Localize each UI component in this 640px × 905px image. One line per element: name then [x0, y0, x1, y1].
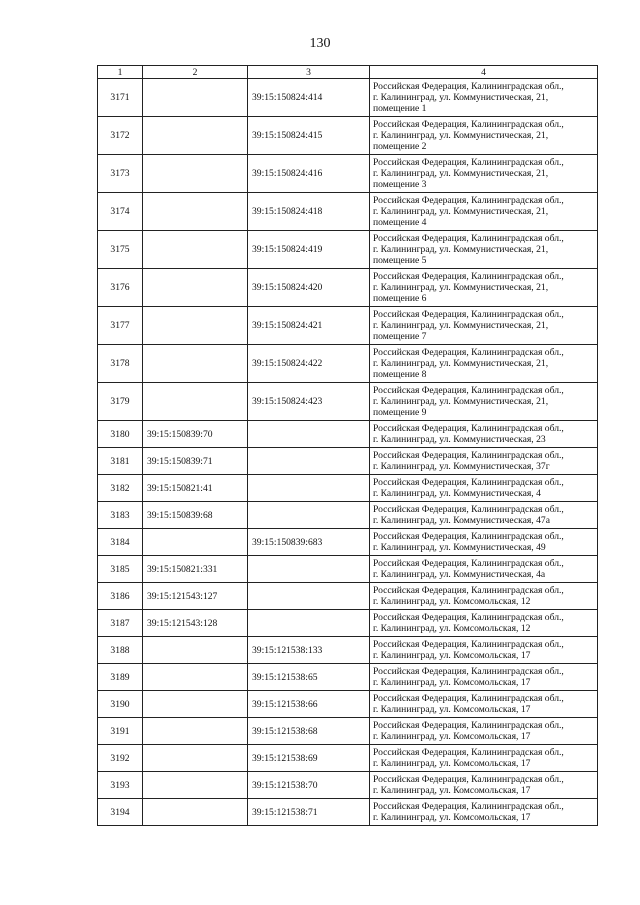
row-number-cell: 3189 — [98, 664, 143, 691]
address-cell — [370, 231, 598, 269]
table-row — [98, 799, 598, 826]
address-line: Российская Федерация, Калининградская обл., — [373, 423, 564, 434]
table-row — [98, 155, 598, 193]
address-line: помещение 3 — [373, 179, 427, 190]
address-line: Российская Федерация, Калининградская обл., — [373, 195, 564, 206]
building-cadastral-cell: 39:15:150824:419 — [248, 231, 370, 269]
row-number-cell: 3182 — [98, 475, 143, 502]
cadastral-number-cell — [143, 529, 248, 556]
address-line: Российская Федерация, Калининградская обл., — [373, 385, 564, 396]
address-line: Российская Федерация, Калининградская обл., — [373, 347, 564, 358]
row-number-cell: 3178 — [98, 345, 143, 383]
table-row — [98, 502, 598, 529]
row-number-cell: 3193 — [98, 772, 143, 799]
address-line: г. Калининград, ул. Коммунистическая, 21, — [373, 130, 549, 141]
cadastral-number-cell — [143, 664, 248, 691]
building-cadastral-cell: 39:15:150824:416 — [248, 155, 370, 193]
row-number-cell: 3192 — [98, 745, 143, 772]
cadastral-number-cell — [143, 691, 248, 718]
building-cadastral-cell: 39:15:121538:70 — [248, 772, 370, 799]
building-cadastral-cell: 39:15:121538:66 — [248, 691, 370, 718]
building-cadastral-cell: 39:15:150824:415 — [248, 117, 370, 155]
address-cell — [370, 637, 598, 664]
table-row — [98, 79, 598, 117]
address-line: г. Калининград, ул. Комсомольская, 17 — [373, 650, 531, 661]
table-row — [98, 529, 598, 556]
building-cadastral-cell — [248, 583, 370, 610]
table-row — [98, 193, 598, 231]
address-cell — [370, 193, 598, 231]
building-cadastral-cell: 39:15:121538:65 — [248, 664, 370, 691]
cadastral-number-cell — [143, 79, 248, 117]
building-cadastral-cell — [248, 421, 370, 448]
cadastral-number-cell — [143, 269, 248, 307]
address-line: Российская Федерация, Калининградская обл., — [373, 747, 564, 758]
address-line: Российская Федерация, Калининградская обл., — [373, 720, 564, 731]
building-cadastral-cell — [248, 448, 370, 475]
table-row — [98, 610, 598, 637]
address-line: г. Калининград, ул. Коммунистическая, 21, — [373, 358, 549, 369]
table-row — [98, 231, 598, 269]
address-line: Российская Федерация, Калининградская обл., — [373, 531, 564, 542]
building-cadastral-cell: 39:15:150824:414 — [248, 79, 370, 117]
row-number-cell: 3175 — [98, 231, 143, 269]
address-cell — [370, 502, 598, 529]
row-number-cell: 3171 — [98, 79, 143, 117]
cadastral-number-cell: 39:15:121543:128 — [143, 610, 248, 637]
column-header-2: 2 — [143, 66, 248, 79]
building-cadastral-cell: 39:15:150824:422 — [248, 345, 370, 383]
address-line: помещение 6 — [373, 293, 427, 304]
table-row — [98, 691, 598, 718]
cadastral-number-cell — [143, 745, 248, 772]
address-line: г. Калининград, ул. Коммунистическая, 4а — [373, 569, 546, 580]
address-line: Российская Федерация, Калининградская обл., — [373, 693, 564, 704]
address-line: г. Калининград, ул. Комсомольская, 17 — [373, 704, 531, 715]
row-number-cell: 3187 — [98, 610, 143, 637]
address-line: Российская Федерация, Калининградская обл., — [373, 157, 564, 168]
table-row — [98, 718, 598, 745]
address-line: Российская Федерация, Калининградская обл., — [373, 271, 564, 282]
cadastral-number-cell — [143, 117, 248, 155]
address-line: г. Калининград, ул. Коммунистическая, 21, — [373, 92, 549, 103]
cadastral-number-cell: 39:15:150839:70 — [143, 421, 248, 448]
row-number-cell: 3176 — [98, 269, 143, 307]
address-line: Российская Федерация, Калининградская обл., — [373, 774, 564, 785]
address-line: г. Калининград, ул. Коммунистическая, 4 — [373, 488, 541, 499]
address-line: г. Калининград, ул. Коммунистическая, 21, — [373, 396, 549, 407]
table-row — [98, 269, 598, 307]
table-row — [98, 345, 598, 383]
address-line: Российская Федерация, Калининградская обл., — [373, 558, 564, 569]
address-line: г. Калининград, ул. Коммунистическая, 23 — [373, 434, 546, 445]
address-line: г. Калининград, ул. Комсомольская, 17 — [373, 677, 531, 688]
address-line: помещение 7 — [373, 331, 427, 342]
cadastral-number-cell — [143, 155, 248, 193]
address-cell — [370, 155, 598, 193]
address-line: Российская Федерация, Калининградская обл., — [373, 666, 564, 677]
row-number-cell: 3172 — [98, 117, 143, 155]
row-number-cell: 3177 — [98, 307, 143, 345]
row-number-cell: 3174 — [98, 193, 143, 231]
address-cell — [370, 529, 598, 556]
table-row — [98, 772, 598, 799]
address-line: Российская Федерация, Калининградская обл., — [373, 450, 564, 461]
building-cadastral-cell: 39:15:121538:69 — [248, 745, 370, 772]
building-cadastral-cell: 39:15:121538:68 — [248, 718, 370, 745]
address-cell — [370, 448, 598, 475]
building-cadastral-cell: 39:15:150824:423 — [248, 383, 370, 421]
cadastral-number-cell — [143, 345, 248, 383]
address-line: Российская Федерация, Калининградская обл., — [373, 233, 564, 244]
building-cadastral-cell: 39:15:150839:683 — [248, 529, 370, 556]
building-cadastral-cell: 39:15:121538:133 — [248, 637, 370, 664]
table-row — [98, 637, 598, 664]
building-cadastral-cell — [248, 610, 370, 637]
table-row — [98, 117, 598, 155]
address-line: помещение 5 — [373, 255, 427, 266]
address-line: помещение 2 — [373, 141, 427, 152]
table-row — [98, 556, 598, 583]
address-cell — [370, 745, 598, 772]
address-cell — [370, 475, 598, 502]
address-cell — [370, 383, 598, 421]
row-number-cell: 3181 — [98, 448, 143, 475]
address-cell — [370, 718, 598, 745]
table-row — [98, 583, 598, 610]
cadastral-number-cell: 39:15:150839:71 — [143, 448, 248, 475]
cadastral-number-cell: 39:15:121543:127 — [143, 583, 248, 610]
address-cell — [370, 345, 598, 383]
address-line: г. Калининград, ул. Комсомольская, 17 — [373, 731, 531, 742]
address-cell — [370, 799, 598, 826]
address-line: г. Калининград, ул. Комсомольская, 12 — [373, 596, 531, 607]
cadastral-number-cell: 39:15:150821:41 — [143, 475, 248, 502]
address-line: помещение 8 — [373, 369, 427, 380]
address-line: г. Калининград, ул. Комсомольская, 17 — [373, 785, 531, 796]
row-number-cell: 3191 — [98, 718, 143, 745]
address-cell — [370, 307, 598, 345]
address-line: г. Калининград, ул. Коммунистическая, 21, — [373, 244, 549, 255]
row-number-cell: 3185 — [98, 556, 143, 583]
building-cadastral-cell: 39:15:150824:421 — [248, 307, 370, 345]
address-line: г. Калининград, ул. Коммунистическая, 21, — [373, 168, 549, 179]
address-line: Российская Федерация, Калининградская обл., — [373, 639, 564, 650]
cadastral-number-cell — [143, 193, 248, 231]
table-body — [98, 79, 598, 826]
cadastral-number-cell: 39:15:150821:331 — [143, 556, 248, 583]
table-row — [98, 383, 598, 421]
address-line: Российская Федерация, Калининградская обл., — [373, 309, 564, 320]
address-line: г. Калининград, ул. Коммунистическая, 21, — [373, 320, 549, 331]
address-cell — [370, 664, 598, 691]
building-cadastral-cell — [248, 475, 370, 502]
column-header-3: 3 — [248, 66, 370, 79]
address-line: помещение 1 — [373, 103, 427, 114]
cadastral-number-cell — [143, 383, 248, 421]
cadastral-number-cell — [143, 718, 248, 745]
address-line: г. Калининград, ул. Коммунистическая, 47а — [373, 515, 550, 526]
address-cell — [370, 691, 598, 718]
address-line: Российская Федерация, Калининградская обл., — [373, 504, 564, 515]
row-number-cell: 3190 — [98, 691, 143, 718]
address-line: Российская Федерация, Калининградская обл., — [373, 81, 564, 92]
building-cadastral-cell — [248, 502, 370, 529]
cadastral-number-cell: 39:15:150839:68 — [143, 502, 248, 529]
address-line: г. Калининград, ул. Коммунистическая, 49 — [373, 542, 546, 553]
address-cell — [370, 772, 598, 799]
row-number-cell: 3183 — [98, 502, 143, 529]
table-row — [98, 307, 598, 345]
address-line: г. Калининград, ул. Комсомольская, 17 — [373, 758, 531, 769]
address-line: г. Калининград, ул. Коммунистическая, 21, — [373, 206, 549, 217]
address-cell — [370, 556, 598, 583]
address-line: помещение 9 — [373, 407, 427, 418]
row-number-cell: 3184 — [98, 529, 143, 556]
table-header-row — [98, 66, 598, 79]
address-cell — [370, 269, 598, 307]
column-header-1: 1 — [98, 66, 143, 79]
address-cell — [370, 79, 598, 117]
address-line: Российская Федерация, Калининградская обл., — [373, 119, 564, 130]
address-line: Российская Федерация, Калининградская обл., — [373, 477, 564, 488]
address-line: г. Калининград, ул. Коммунистическая, 21, — [373, 282, 549, 293]
cadastral-number-cell — [143, 307, 248, 345]
row-number-cell: 3194 — [98, 799, 143, 826]
column-header-4: 4 — [370, 66, 598, 79]
address-line: г. Калининград, ул. Комсомольская, 17 — [373, 812, 531, 823]
address-line: Российская Федерация, Калининградская обл., — [373, 612, 564, 623]
address-cell — [370, 117, 598, 155]
address-cell — [370, 421, 598, 448]
cadastral-number-cell — [143, 637, 248, 664]
building-cadastral-cell — [248, 556, 370, 583]
row-number-cell: 3179 — [98, 383, 143, 421]
building-cadastral-cell: 39:15:150824:418 — [248, 193, 370, 231]
address-line: г. Калининград, ул. Коммунистическая, 37г — [373, 461, 550, 472]
table-row — [98, 421, 598, 448]
address-line: Российская Федерация, Калининградская обл., — [373, 585, 564, 596]
table-row — [98, 448, 598, 475]
page-number: 130 — [309, 36, 331, 51]
cadastral-number-cell — [143, 772, 248, 799]
address-line: Российская Федерация, Калининградская обл., — [373, 801, 564, 812]
cadastral-number-cell — [143, 231, 248, 269]
row-number-cell: 3186 — [98, 583, 143, 610]
building-cadastral-cell: 39:15:150824:420 — [248, 269, 370, 307]
address-cell — [370, 583, 598, 610]
cadastral-table — [97, 65, 598, 826]
cadastral-number-cell — [143, 799, 248, 826]
table-row — [98, 664, 598, 691]
address-line: помещение 4 — [373, 217, 427, 228]
row-number-cell: 3173 — [98, 155, 143, 193]
table-row — [98, 475, 598, 502]
table-row — [98, 745, 598, 772]
address-line: г. Калининград, ул. Комсомольская, 12 — [373, 623, 531, 634]
building-cadastral-cell: 39:15:121538:71 — [248, 799, 370, 826]
row-number-cell: 3188 — [98, 637, 143, 664]
address-cell — [370, 610, 598, 637]
row-number-cell: 3180 — [98, 421, 143, 448]
